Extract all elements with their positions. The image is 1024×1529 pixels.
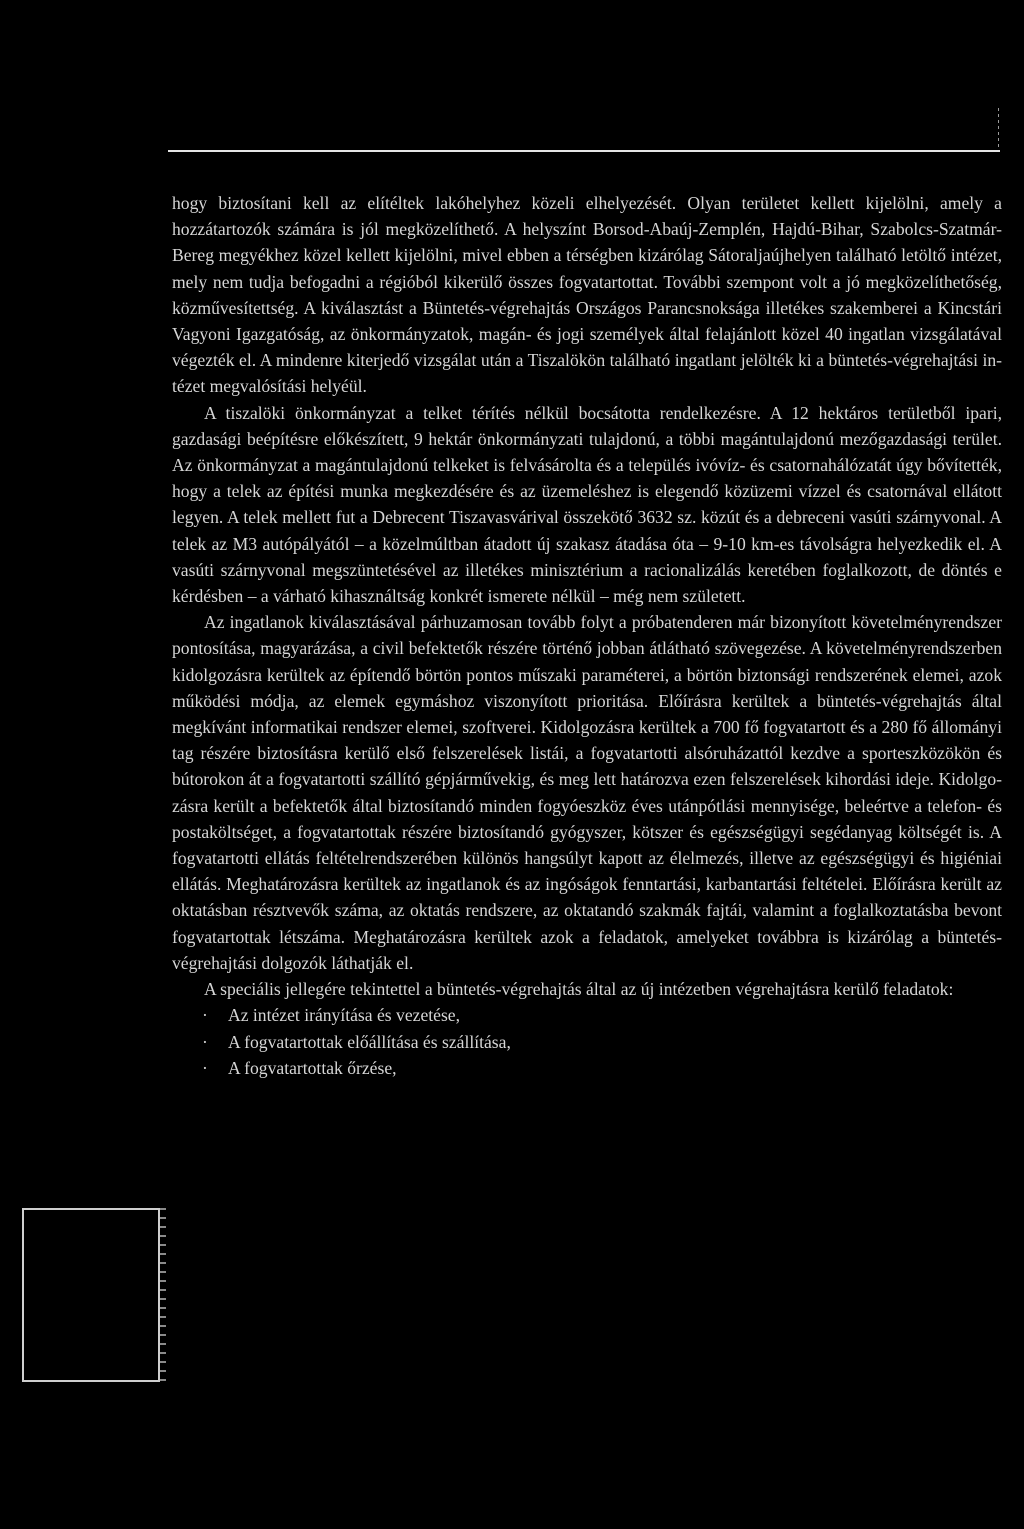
header-rule [168,150,1000,152]
corner-mark [998,108,999,150]
list-item: · Az intézet irányítása és vezetése, [202,1002,1002,1028]
margin-box [22,1208,160,1382]
margin-box-ticks [160,1208,166,1382]
paragraph-2: A tiszalöki önkormányzat a telket térítés nélkül bocsátotta rendelkezésre. A 12 hektáros területből ipari, gazdasági beépítésre előkészített, 9 hektár önkormányzati tulajdonú, a többi magántulajdonú mezőgazdasági terület. Az önkormányzat a magántulajdonú telkeket is felvásárolta és a település ivóvíz- és csatornahálózatát úgy bővítették, hogy a telek az építési munka megkezdésére és az üzemeléshez is elegendő közüzemi vízzel és csatornával ellátott legyen. A telek mellett fut a Debrecent Tiszavasvárival összekötő 3632 sz. közút és a debreceni vasúti szárnyvonal. A telek az M3 autópályától – a közelmúltban átadott új szakasz átadása óta – 9-10 km-es távolságra helyezkedik el. A vasúti szárnyvonal megszüntetésével az illetékes minisztérium a racionalizálás keretében foglalkozott, de döntés e kérdésben – a várható kihasználtság konkrét ismerete nélkül – még nem született. [172,402,1002,607]
paragraph-4: A speciális jellegére tekintettel a büntetés-végrehajtás által az új intézetben végrehajtásra kerülő feladatok: [204,979,954,1000]
list-item: · A fogvatartottak őrzése, [202,1055,1002,1081]
body-text [172,190,1002,1081]
paragraph-3: Az ingatlanok kiválasztásával párhuzamosan tovább folyt a próbatenderen már bizonyított követelményrendszer pontosítása, magyarázása, a civil befektetők részére történő jobban átlátható szövegezése. A követelményrendszerben kidolgozásra kerültek az építendő börtön pontos műszaki paraméterei, a börtön biztonsági rendszerének elemei, azok működési módja, az elemek egymáshoz viszonyított prioritása. Előírásra kerültek a büntetés-végrehajtás által megkívánt informatikai rendszer elemei, szoftverei. Kidolgozásra kerültek a 700 fő fogvatartott és a 280 fő állományi tag részére biztosításra kerülő első felszerelések listái, a fogvatartotti alsóruházattól kezdve a sporteszközökön és bútorokon át a fogvatartotti szállító gépjárművekig, és meg lett határozva ezen felszerelések kihordási ideje. Kidolgozásra került a befektetők által biztosítandó minden fogyóeszköz éves utánpótlási mennyisége, beleértve a telefon- és postaköltséget, a fogvatartottak részére biztosítandó gyógyszer, kötszer és egészségügyi segédanyag költségét is. A fogvatartotti ellátás feltételrendszerében különös hangsúlyt kapott az élelmezés, illetve az egészségügyi és higiéniai ellátás. Meghatározásra kerültek az ingatlanok és az ingóságok fenntartási, karbantartási feltételei. Előírásra került az oktatásban résztvevők száma, az oktatás rendszere, az oktatandó szakmák fajtái, valamint a foglalkoztatásba bevont fogvatartottak létszáma. Meghatározásra kerültek azok a feladatok, amelyeket továbbra is kizárólag a büntetés-végrehajtási dolgozók láthatják el. [172,612,1002,973]
paragraph-1: hogy biztosítani kell az elítéltek lakóhelyhez közeli elhelyezését. Olyan területet kellett kijelölni, amely a hozzátartozók számára is jól megközelíthető. A helyszínt Borsod-Abaúj-Zemplén, Hajdú-Bihar, Szabolcs-Szatmár-Bereg megyékhez közel kellett kijelölni, mivel ebben a térségben kizárólag Sátoraljaújhelyen található letöltő intézet, mely nem tudja befogadni a régióból kikerülő összes fogvatartottat. További szempont volt a jó megközelíthetőség, közművesítettség. A kiválasztást a Büntetés-végrehajtás Országos Parancsnoksága illetékes szakemberei a Kincstári Vagyoni Igazgatóság, az önkormányzatok, magán- és jogi személyek által felajánlott közel 40 ingatlan vizsgálatával végezték el. A mindenre kiterjedő vizsgálat után a Tiszalökön található ingatlant jelölték ki a büntetés-végrehajtási intézet megvalósítási helyéül. [172,193,1002,397]
task-list [172,1002,1002,1081]
list-item: · A fogvatartottak előállítása és szállítása, [202,1029,1002,1055]
